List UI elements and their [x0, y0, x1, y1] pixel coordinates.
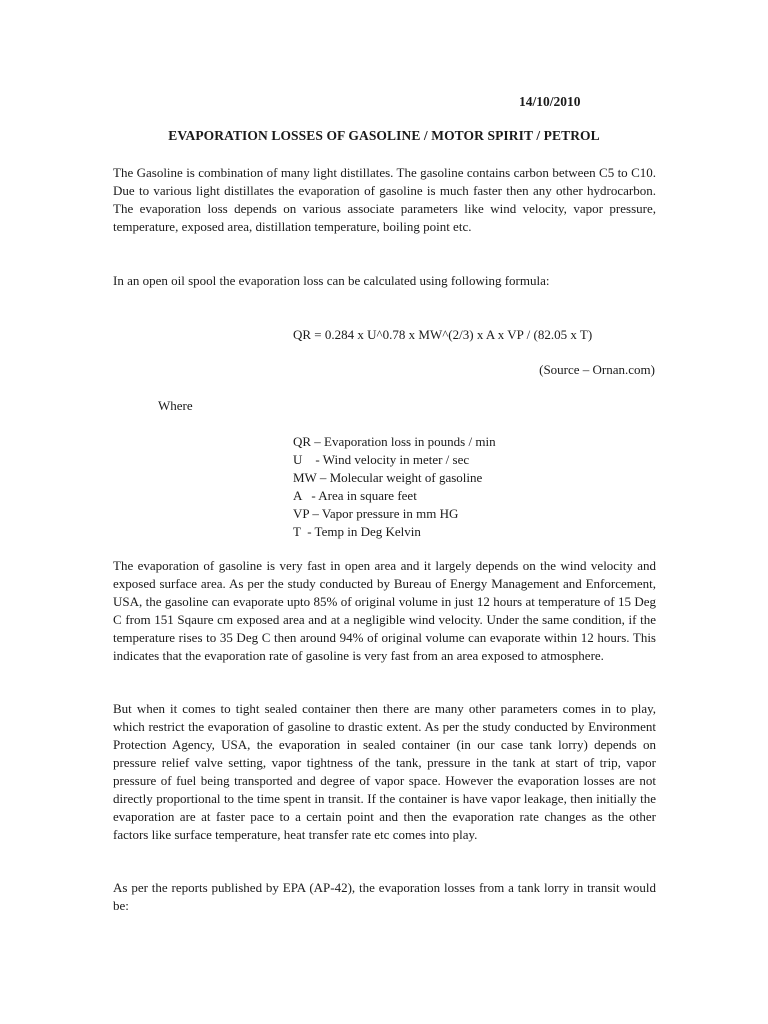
definition-item: QR – Evaporation loss in pounds / min: [293, 434, 496, 449]
formula-source: (Source – Ornan.com): [539, 362, 655, 377]
definition-item: U - Wind velocity in meter / sec: [293, 452, 470, 467]
paragraph-formula-intro: In an open oil spool the evaporation loss can be calculated using following formula:: [113, 273, 550, 288]
variable-definitions: [293, 433, 496, 541]
paragraph-epa-report: As per the reports published by EPA (AP-42), the evaporation losses from a tank lorry in transit would be:: [113, 880, 656, 913]
definition-item: VP – Vapor pressure in mm HG: [293, 506, 459, 521]
document-title: EVAPORATION LOSSES OF GASOLINE / MOTOR SPIRIT / PETROL: [168, 128, 600, 143]
paragraph-sealed-container: But when it comes to tight sealed container then there are many other parameters comes in to play, which restrict the evaporation of gasoline to drastic extent. As per the study conducted by Environment Protection Agency, USA, the evaporation in sealed container (in our case tank lorry) depends on pressure relief valve setting, vapor tightness of the tank, pressure in the tank at start of trip, vapor pressure of fuel being transported and degree of vapor space. However the evaporation losses are not directly proportional to the time spent in transit. If the container is have vapor leakage, then initially the evaporation are at faster pace to a certain point and then the evaporation rate changes as the other factors like surface temperature, heat transfer rate etc comes into play.: [113, 701, 656, 842]
where-label: Where: [158, 398, 193, 413]
document-date: 14/10/2010: [519, 94, 581, 109]
definition-item: A - Area in square feet: [293, 488, 417, 503]
evaporation-formula: QR = 0.284 x U^0.78 x MW^(2/3) x A x VP / (82.05 x T): [293, 327, 593, 342]
paragraph-intro: The Gasoline is combination of many light distillates. The gasoline contains carbon between C5 to C10. Due to various light distillates the evaporation of gasoline is much faster then any other hydrocarbon. The evaporation loss depends on various associate parameters like wind velocity, vapor pressure, temperature, exposed area, distillation temperature, boiling point etc.: [113, 165, 656, 234]
definition-item: T - Temp in Deg Kelvin: [293, 524, 421, 539]
paragraph-open-area: The evaporation of gasoline is very fast in open area and it largely depends on the wind velocity and exposed surface area. As per the study conducted by Bureau of Energy Management and Enforcement, USA, the gasoline can evaporate upto 85% of original volume in just 12 hours at temperature of 15 Deg C from 151 Sqaure cm exposed area and at a negligible wind velocity. Under the same condition, if the temperature rises to 35 Deg C then around 94% of original volume can evaporate within 12 hours. This indicates that the evaporation rate of gasoline is very fast from an area exposed to atmosphere.: [113, 558, 656, 663]
definition-item: MW – Molecular weight of gasoline: [293, 470, 483, 485]
